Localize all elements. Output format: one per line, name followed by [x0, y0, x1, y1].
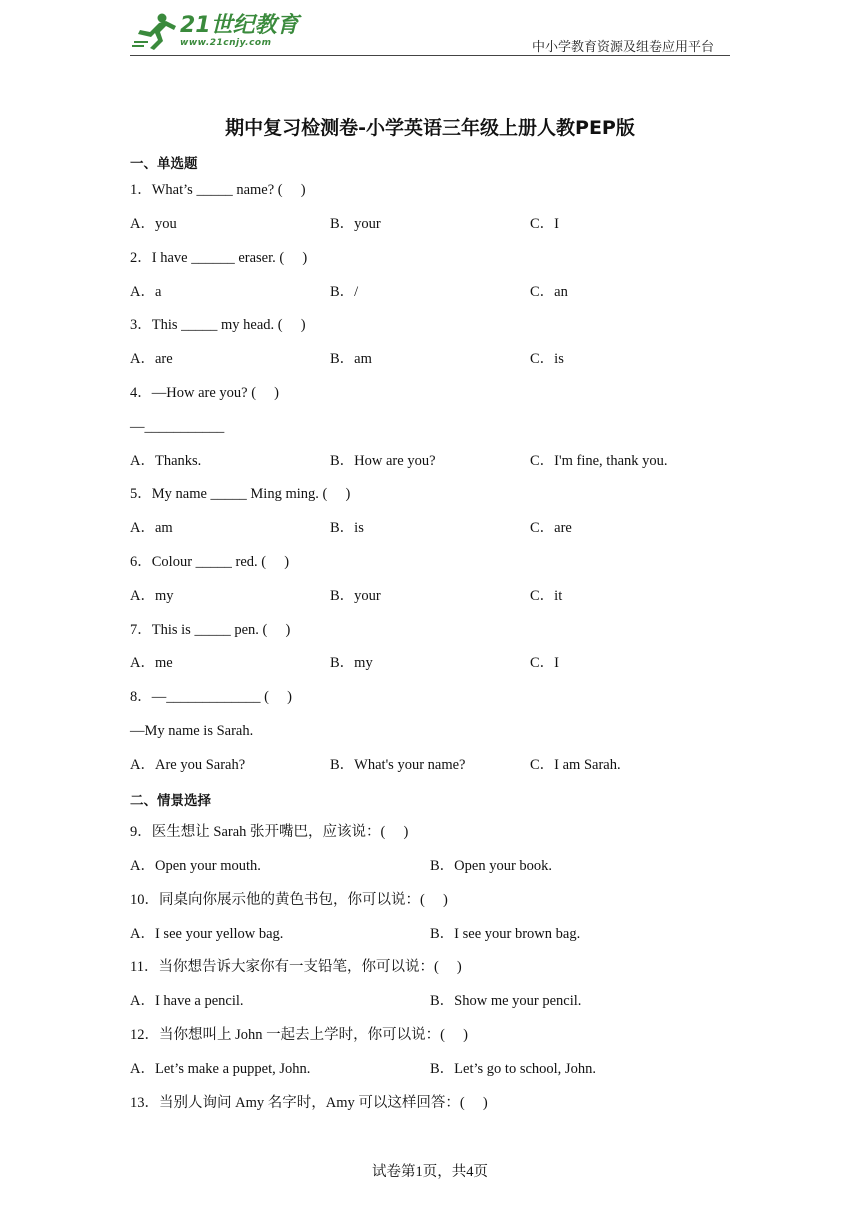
- question-2-stem: 2．I have ______ eraser. ( ): [130, 250, 308, 266]
- question-1-stem: 1．What’s _____ name? ( ): [130, 182, 306, 198]
- question-5-option-b: B．is: [330, 520, 364, 536]
- question-10-option-a: A．I see your yellow bag.: [130, 926, 284, 942]
- question-8-option-a: A．Are you Sarah?: [130, 757, 246, 773]
- question-3-option-c: C．is: [530, 351, 564, 367]
- question-4-option-c: C．I'm fine, thank you.: [530, 453, 668, 469]
- question-4-option-b: B．How are you?: [330, 453, 436, 469]
- question-11-option-b: B．Show me your pencil.: [430, 993, 582, 1009]
- question-7-option-c: C．I: [530, 655, 559, 671]
- question-8-option-c: C．I am Sarah.: [530, 757, 621, 773]
- runner-logo-icon: [132, 12, 180, 50]
- question-7-option-b: B．my: [330, 655, 373, 671]
- question-4-stem: 4．—How are you? ( ): [130, 385, 279, 401]
- logo-url: www.21cnjy.com: [180, 38, 272, 48]
- question-1-option-b: B．your: [330, 216, 381, 232]
- site-logo: [130, 8, 300, 52]
- question-10-option-b: B．I see your brown bag.: [430, 926, 581, 942]
- question-9-option-b: B．Open your book.: [430, 858, 553, 874]
- question-3-option-b: B．am: [330, 351, 372, 367]
- question-11-option-a: A．I have a pencil.: [130, 993, 244, 1009]
- question-8-response: —My name is Sarah.: [130, 723, 254, 739]
- section-heading-situational-choice: 二、情景选择: [130, 793, 211, 809]
- question-8-option-b: B．What's your name?: [330, 757, 466, 773]
- question-5-option-a: A．am: [130, 520, 173, 536]
- question-1-option-a: A．you: [130, 216, 177, 232]
- document-title: 期中复习检测卷-小学英语三年级上册人教PEP版: [225, 117, 635, 139]
- question-13-stem: 13．当别人询问 Amy 名字时，Amy 可以这样回答：( ): [130, 1095, 488, 1111]
- question-11-stem: 11．当你想告诉大家你有一支铅笔，你可以说：( ): [130, 959, 462, 975]
- question-8-stem: 8．—_____________ ( ): [130, 689, 292, 705]
- question-7-stem: 7．This is _____ pen. ( ): [130, 622, 291, 638]
- logo-text: 21世纪教育: [180, 13, 299, 38]
- question-5-option-c: C．are: [530, 520, 572, 536]
- question-1-option-c: C．I: [530, 216, 559, 232]
- question-6-option-a: A．my: [130, 588, 174, 604]
- question-4-option-a: A．Thanks.: [130, 453, 202, 469]
- question-12-option-a: A．Let’s make a puppet, John.: [130, 1061, 311, 1077]
- question-4-response-blank: —___________: [130, 419, 225, 435]
- page-footer: 试卷第1页，共4页: [372, 1164, 488, 1180]
- question-2-option-c: C．an: [530, 284, 568, 300]
- question-9-stem: 9．医生想让 Sarah 张开嘴巴，应该说：( ): [130, 824, 409, 840]
- question-12-option-b: B．Let’s go to school, John.: [430, 1061, 596, 1077]
- question-7-option-a: A．me: [130, 655, 173, 671]
- page-header: [130, 8, 730, 56]
- question-6-stem: 6．Colour _____ red. ( ): [130, 554, 290, 570]
- question-3-option-a: A．are: [130, 351, 173, 367]
- question-5-stem: 5．My name _____ Ming ming. ( ): [130, 486, 351, 502]
- header-tagline: 中小学教育资源及组卷应用平台: [531, 40, 714, 55]
- section-heading-single-choice: 一、单选题: [130, 156, 198, 172]
- question-3-stem: 3．This _____ my head. ( ): [130, 317, 306, 333]
- question-12-stem: 12．当你想叫上 John 一起去上学时，你可以说：( ): [130, 1027, 468, 1043]
- question-10-stem: 10．同桌向你展示他的黄色书包，你可以说：( ): [130, 892, 448, 908]
- question-2-option-a: A．a: [130, 284, 162, 300]
- question-2-option-b: B．/: [330, 284, 359, 300]
- question-6-option-c: C．it: [530, 588, 563, 604]
- question-9-option-a: A．Open your mouth.: [130, 858, 261, 874]
- question-6-option-b: B．your: [330, 588, 381, 604]
